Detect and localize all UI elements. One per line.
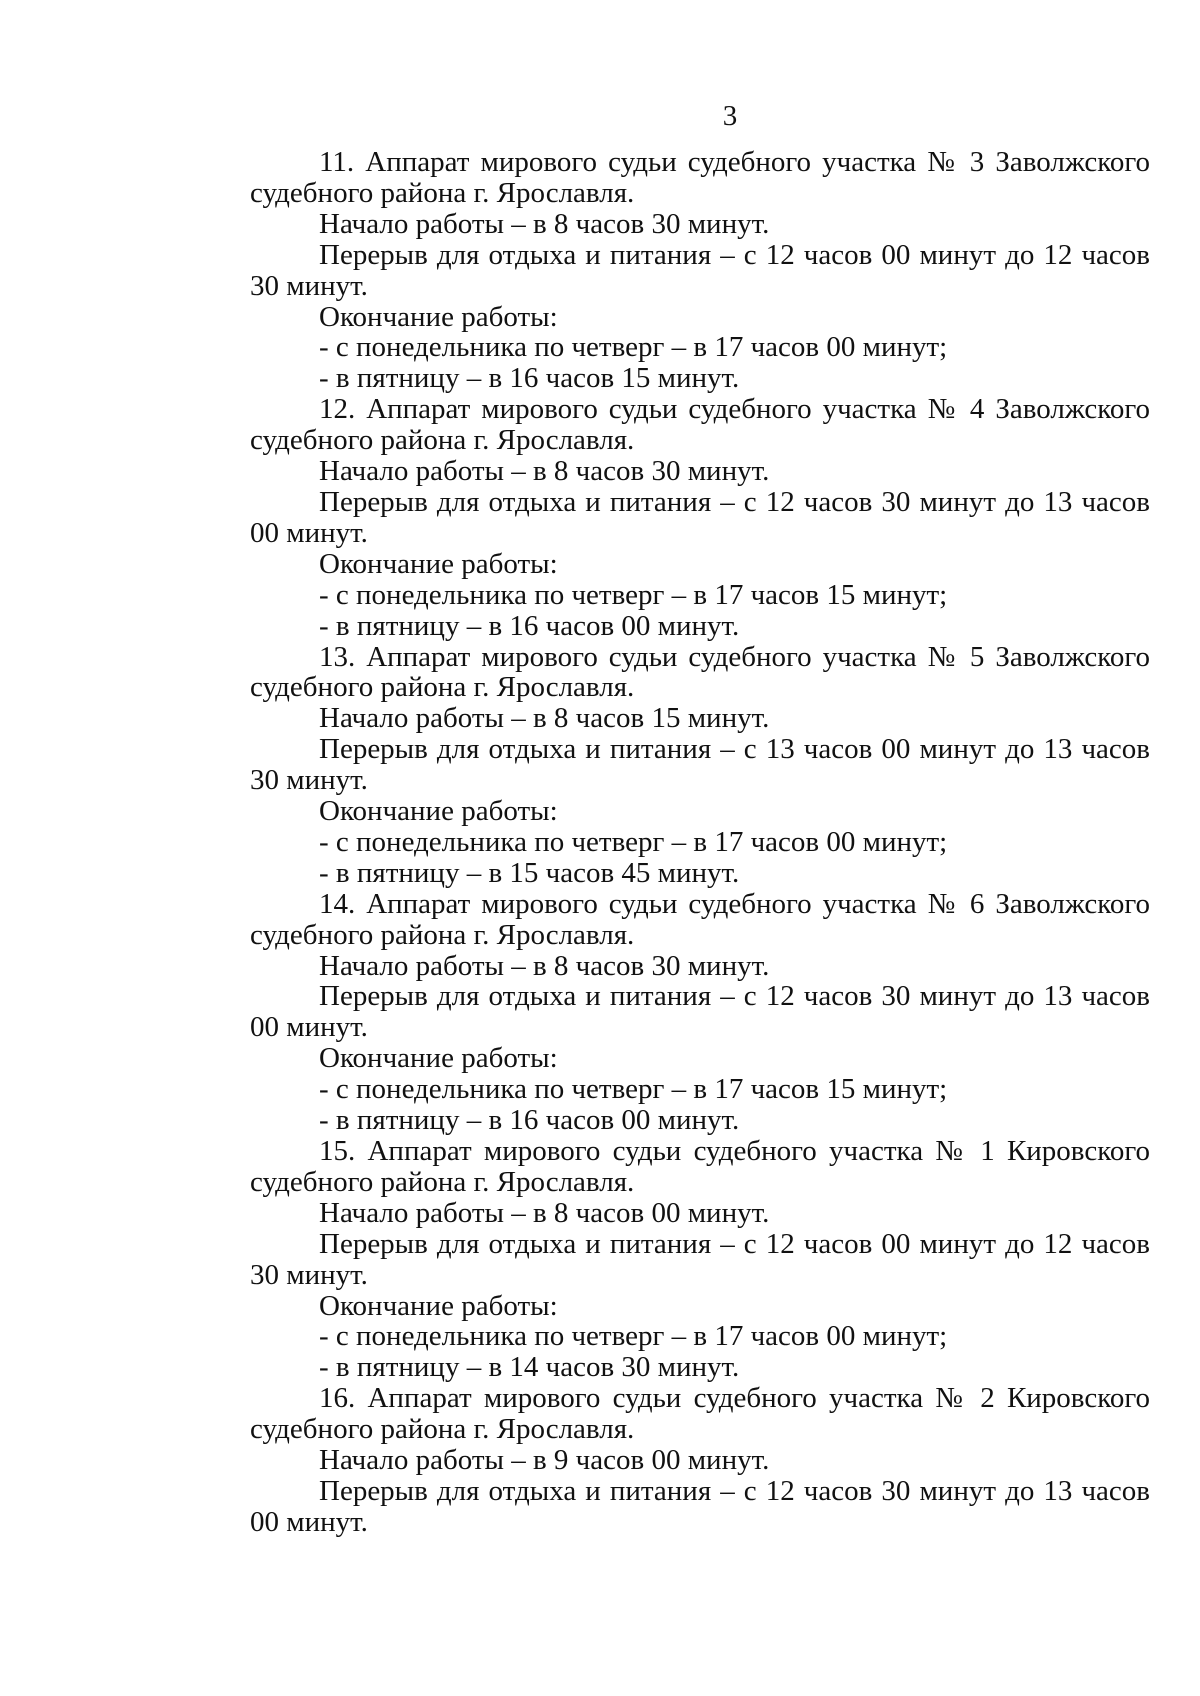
document-line: 12. Аппарат мирового судьи судебного участка № 4 Заволжского xyxy=(319,393,1150,426)
document-line: судебного района г. Ярославля. xyxy=(250,176,635,209)
document-line: - с понедельника по четверг – в 17 часов 00 минут; xyxy=(319,1320,948,1353)
document-line: Окончание работы: xyxy=(319,795,558,828)
document-line: 16. Аппарат мирового судьи судебного участка № 2 Кировского xyxy=(319,1382,1150,1415)
document-line: Перерыв для отдыха и питания – с 13 часов 00 минут до 13 часов xyxy=(319,733,1150,766)
document-line: - в пятницу – в 16 часов 00 минут. xyxy=(319,609,740,642)
document-line: Перерыв для отдыха и питания – с 12 часов 30 минут до 13 часов xyxy=(319,485,1150,518)
document-line: Начало работы – в 8 часов 00 минут. xyxy=(319,1196,770,1229)
document-line: - в пятницу – в 16 часов 15 минут. xyxy=(319,362,740,395)
document-line: судебного района г. Ярославля. xyxy=(250,671,635,704)
document-line: Перерыв для отдыха и питания – с 12 часов 30 минут до 13 часов xyxy=(319,1474,1150,1507)
document-line: Начало работы – в 9 часов 00 минут. xyxy=(319,1444,770,1477)
document-line: судебного района г. Ярославля. xyxy=(250,1413,635,1446)
document-line: 15. Аппарат мирового судьи судебного участка № 1 Кировского xyxy=(319,1135,1150,1167)
document-line: Окончание работы: xyxy=(319,1289,558,1322)
document-line: 30 минут. xyxy=(250,1258,368,1291)
document-line: Начало работы – в 8 часов 30 минут. xyxy=(319,949,770,982)
document-line: судебного района г. Ярославля. xyxy=(250,918,635,951)
document-line: - с понедельника по четверг – в 17 часов 00 минут; xyxy=(319,825,948,858)
document-line: - с понедельника по четверг – в 17 часов 15 минут; xyxy=(319,1073,948,1106)
document-line: 00 минут. xyxy=(250,1011,368,1044)
document-line: 00 минут. xyxy=(250,1505,368,1538)
document-line: - с понедельника по четверг – в 17 часов 15 минут; xyxy=(319,578,948,611)
document-line: судебного района г. Ярославля. xyxy=(250,424,635,457)
page-number: 3 xyxy=(722,100,738,132)
document-line: Начало работы – в 8 часов 15 минут. xyxy=(319,702,770,735)
document-line: 11. Аппарат мирового судьи судебного участка № 3 Заволжского xyxy=(319,146,1150,178)
document-line: 13. Аппарат мирового судьи судебного участка № 5 Заволжского xyxy=(319,640,1150,673)
document-line: Перерыв для отдыха и питания – с 12 часов 00 минут до 12 часов xyxy=(319,238,1150,271)
document-body xyxy=(250,147,1150,1538)
document-line: - в пятницу – в 15 часов 45 минут. xyxy=(319,856,740,889)
document-line: судебного района г. Ярославля. xyxy=(250,1165,635,1198)
document-line: Окончание работы: xyxy=(319,547,558,580)
document-line: 14. Аппарат мирового судьи судебного участка № 6 Заволжского xyxy=(319,887,1150,920)
document-line: - в пятницу – в 14 часов 30 минут. xyxy=(319,1351,740,1384)
document-line: - в пятницу – в 16 часов 00 минут. xyxy=(319,1104,740,1137)
document-line: Перерыв для отдыха и питания – с 12 часов 00 минут до 12 часов xyxy=(319,1227,1150,1260)
document-line: 00 минут. xyxy=(250,516,368,549)
document-line: 30 минут. xyxy=(250,269,368,302)
document-line: Перерыв для отдыха и питания – с 12 часов 30 минут до 13 часов xyxy=(319,980,1150,1013)
document-line: Окончание работы: xyxy=(319,300,558,333)
document-line: - с понедельника по четверг – в 17 часов 00 минут; xyxy=(319,331,948,364)
document-line: Начало работы – в 8 часов 30 минут. xyxy=(319,207,770,240)
document-line: 30 минут. xyxy=(250,764,368,797)
document-line: Начало работы – в 8 часов 30 минут. xyxy=(319,455,770,488)
document-line: Окончание работы: xyxy=(319,1042,558,1075)
